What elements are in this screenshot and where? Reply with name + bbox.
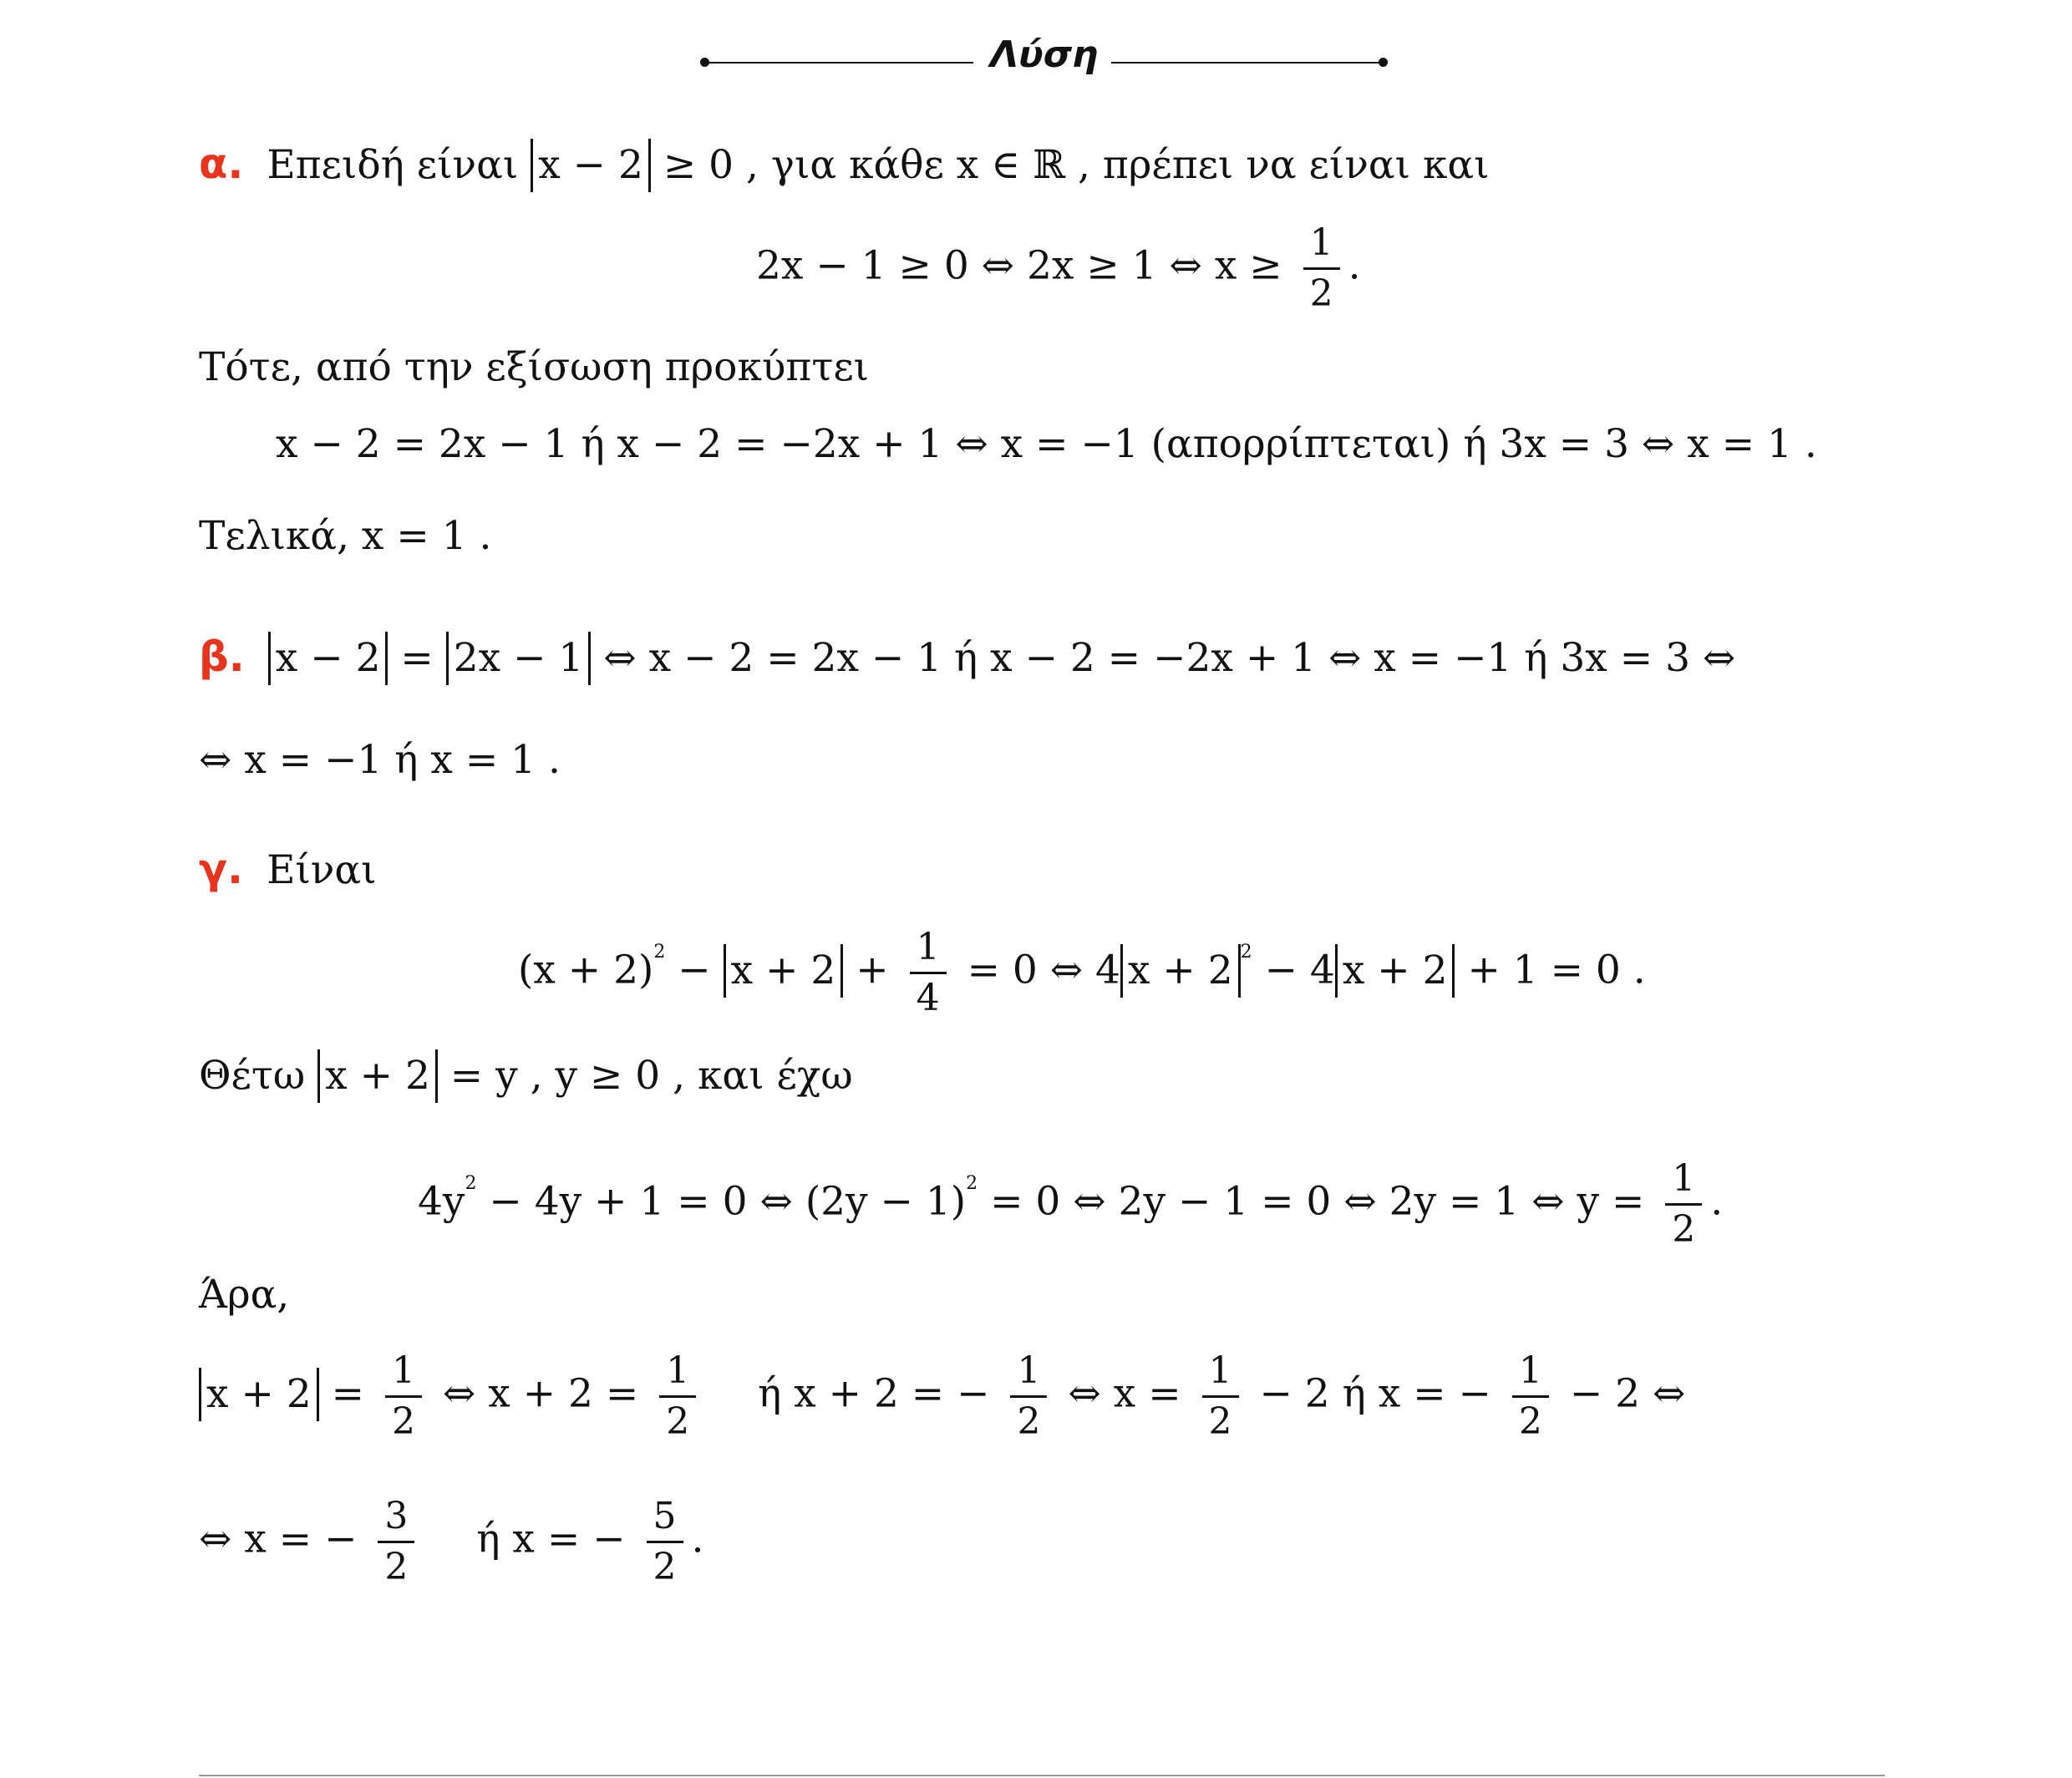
period: . xyxy=(1710,1178,1724,1225)
part-b-rest: ⇔ x − 2 = 2x − 1 ή x − 2 = −2x + 1 ⇔ x = −1 ή 3x = 3 ⇔ xyxy=(603,635,1736,681)
part-c-label: γ. xyxy=(199,845,244,893)
part-a-eq1 xyxy=(756,219,1361,318)
fraction-one-half xyxy=(659,1347,696,1446)
l3-e: − 2 ή x = − xyxy=(1259,1370,1491,1417)
part-c-intro xyxy=(199,844,377,896)
fraction-one-half xyxy=(1202,1347,1239,1446)
title-rule-left xyxy=(706,62,973,64)
term-4y: 4y xyxy=(418,1178,465,1225)
footer-rule xyxy=(199,1775,1885,1776)
fraction-one-quarter xyxy=(910,923,947,1023)
part-c-line3 xyxy=(199,1347,1685,1446)
set-rest: = y , y ≥ 0 , και έχω xyxy=(449,1053,853,1099)
part-c-substitution xyxy=(199,1049,853,1103)
abs-x-minus-2: x − 2 xyxy=(268,632,388,685)
fraction-denominator: 2 xyxy=(1672,1208,1696,1251)
period: . xyxy=(1348,242,1361,289)
fraction-three-halves xyxy=(378,1492,414,1592)
fraction-numerator: 5 xyxy=(647,1492,683,1543)
part-b-line2: ⇔ x = −1 ή x = 1 . xyxy=(199,737,561,783)
part-a-intro: Επειδή είναι xyxy=(267,142,519,188)
fraction-denominator: 2 xyxy=(666,1400,690,1443)
fraction-denominator: 2 xyxy=(653,1546,677,1588)
fraction-five-halves xyxy=(647,1492,683,1592)
l3-c: ή x + 2 = − xyxy=(758,1370,990,1417)
fraction-one-half xyxy=(385,1347,422,1446)
fraction-numerator: 1 xyxy=(1010,1347,1047,1398)
fraction-denominator: 2 xyxy=(1017,1400,1041,1443)
set-intro: Θέτω xyxy=(199,1053,306,1099)
fraction-numerator: 3 xyxy=(378,1492,414,1543)
part-a-eq2: x − 2 = 2x − 1 ή x − 2 = −2x + 1 ⇔ x = −1 (απορρίπτεται) ή 3x = 3 ⇔ x = 1 . xyxy=(276,421,1817,467)
part-c-ara: Άρα, xyxy=(199,1272,290,1318)
abs-2x-minus-1: 2x − 1 xyxy=(446,632,592,685)
page-title: Λύση xyxy=(990,33,1099,76)
fraction-denominator: 2 xyxy=(1518,1400,1542,1443)
fraction-numerator: 1 xyxy=(910,923,947,974)
part-b-label: β. xyxy=(199,632,245,681)
paren-2y-minus-1: (2y − 1) xyxy=(805,1178,967,1225)
fraction-denominator: 2 xyxy=(1309,272,1333,315)
fraction-numerator: 1 xyxy=(659,1347,696,1398)
fraction-denominator: 4 xyxy=(916,977,940,1019)
plus: + xyxy=(856,947,889,993)
exponent-2: 2 xyxy=(1240,941,1252,963)
fraction-denominator: 2 xyxy=(391,1400,415,1443)
abs-x-plus-2: x + 2 xyxy=(724,944,844,998)
l3-f: − 2 ⇔ xyxy=(1569,1370,1686,1417)
period: . xyxy=(691,1516,704,1562)
part-c-eq1-mid2: − 4 xyxy=(1264,947,1335,993)
fraction-one-half xyxy=(1512,1347,1549,1446)
part-c-line4 xyxy=(199,1492,703,1592)
minus: − xyxy=(678,947,711,993)
part-a-condition: ≥ 0 , για κάθε x ∈ ℝ , πρέπει να είναι και xyxy=(663,142,1490,188)
abs-x-plus-2: x + 2 xyxy=(1335,944,1455,998)
equals: = xyxy=(400,635,434,681)
part-c-eq2 xyxy=(418,1155,1723,1254)
paren-x-plus-2: (x + 2) xyxy=(518,947,654,993)
l3-d: ⇔ x = xyxy=(1068,1370,1181,1417)
part-c-eq1 xyxy=(518,923,1646,1023)
fraction-one-half xyxy=(1665,1155,1702,1254)
l3-a: = xyxy=(331,1370,365,1417)
l3-b: ⇔ x + 2 = xyxy=(442,1370,639,1417)
part-a-eq1-text: 2x − 1 ≥ 0 ⇔ 2x ≥ 1 ⇔ x ≥ xyxy=(756,242,1282,289)
fraction-numerator: 1 xyxy=(1665,1155,1702,1206)
part-a-line1 xyxy=(199,139,1490,192)
abs-x-minus-2: x − 2 xyxy=(531,139,651,192)
fraction-numerator: 1 xyxy=(1202,1347,1239,1398)
exponent-2: 2 xyxy=(966,1172,978,1194)
part-c-eq1-mid: = 0 ⇔ 4 xyxy=(967,947,1120,993)
fraction-one-half xyxy=(1303,219,1340,318)
title-rule-right xyxy=(1111,62,1383,64)
part-c-eq2-b: − 4y + 1 = 0 ⇔ xyxy=(489,1178,793,1225)
abs-x-plus-2: x + 2 xyxy=(317,1049,438,1103)
l4-b: ή x = − xyxy=(476,1516,626,1562)
title-rule-right-dot xyxy=(1379,58,1388,67)
fraction-denominator: 2 xyxy=(384,1546,409,1588)
l4-a: ⇔ x = − xyxy=(199,1516,358,1562)
part-a-then: Τότε, από την εξίσωση προκύπτει xyxy=(199,344,870,390)
part-a-final: Τελικά, x = 1 . xyxy=(199,513,492,559)
fraction-one-half xyxy=(1010,1347,1047,1446)
abs-x-plus-2: x + 2 xyxy=(1120,944,1241,998)
part-a-label: α. xyxy=(199,140,244,188)
fraction-denominator: 2 xyxy=(1208,1400,1232,1443)
part-b-line1 xyxy=(199,632,1735,685)
exponent-2: 2 xyxy=(653,941,666,963)
part-c-eq1-end: + 1 = 0 . xyxy=(1467,947,1646,993)
fraction-numerator: 1 xyxy=(1512,1347,1549,1398)
abs-x-plus-2: x + 2 xyxy=(199,1368,319,1421)
part-c-intro-text: Είναι xyxy=(267,847,377,893)
exponent-2: 2 xyxy=(465,1172,477,1194)
fraction-numerator: 1 xyxy=(1303,219,1340,270)
part-c-eq2-c: = 0 ⇔ 2y − 1 = 0 ⇔ 2y = 1 ⇔ y = xyxy=(990,1178,1645,1225)
fraction-numerator: 1 xyxy=(385,1347,422,1398)
